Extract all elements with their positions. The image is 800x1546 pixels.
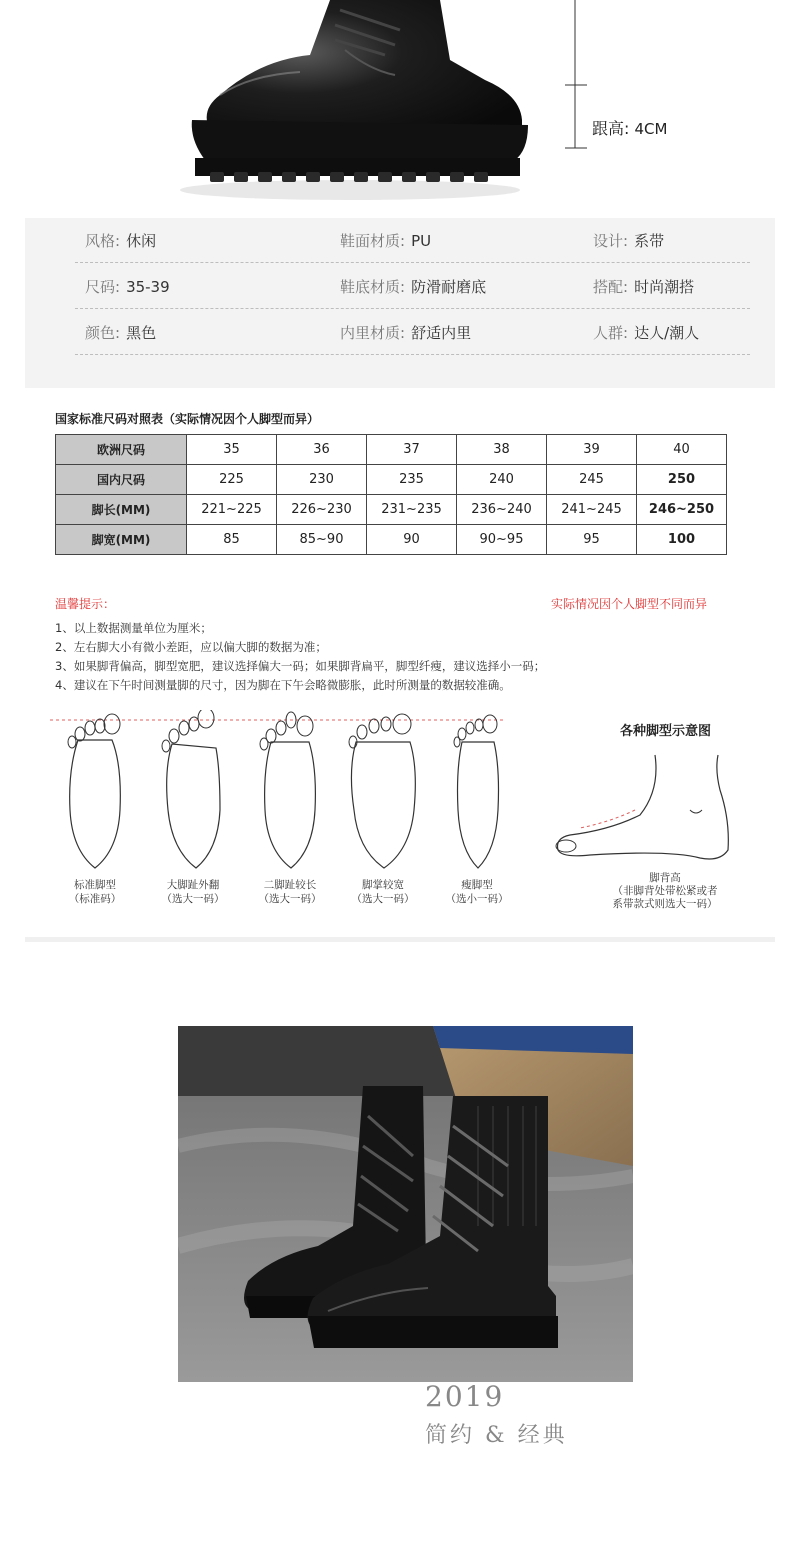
attribute-sole-material [340,276,486,297]
table-cell: 221~225 [187,495,277,525]
table-row-header: 脚宽(MM) [56,525,187,555]
attribute-value: 达人/潮人 [634,324,700,342]
table-cell: 36 [277,435,367,465]
table-cell: 39 [547,435,637,465]
attribute-key: 设计: [593,232,629,250]
attribute-value: 时尚潮搭 [634,278,695,296]
boots-photo-image [178,1026,633,1382]
table-row [56,465,727,495]
table-cell: 37 [367,435,457,465]
foot-bunion-icon [158,710,228,875]
attribute-key: 鞋面材质: [340,232,406,250]
foot-caption-bunion [148,878,238,906]
table-cell: 245 [547,465,637,495]
attribute-row [75,310,750,355]
attribute-matching [593,276,694,297]
attribute-row [75,218,750,263]
tip-line: 4、建议在下午时间测量脚的尺寸，因为脚在下午会略微膨胀，此时所测量的数据较准确。 [55,678,511,692]
collection-slogan: 简约 & 经典 [425,1423,568,1448]
tip-line: 2、左右脚大小有微小差距，应以偏大脚的数据为准； [55,640,327,654]
table-cell: 230 [277,465,367,495]
product-photo [178,1026,633,1382]
attribute-key: 搭配: [593,278,629,296]
attribute-lining-material [340,322,471,343]
tips-title: 温馨提示： [55,597,116,611]
table-cell: 226~230 [277,495,367,525]
heel-height-key: 跟高: [592,119,630,138]
table-cell: 90~95 [457,525,547,555]
foot-caption-advice: 系带款式则选大一码） [612,898,718,910]
table-row-header: 国内尺码 [56,465,187,495]
table-cell: 100 [637,525,727,555]
table-row-header: 脚长(MM) [56,495,187,525]
table-cell: 90 [367,525,457,555]
table-row [56,435,727,465]
attribute-key: 内里材质: [340,324,406,342]
attribute-row [75,264,750,309]
foot-caption-advice: （标准码） [68,893,122,905]
table-cell: 95 [547,525,637,555]
heel-height-value: 4CM [634,120,668,138]
foot-caption-advice: （选大一码） [351,893,415,905]
table-row [56,525,727,555]
foot-caption-name: 大脚趾外翻 [166,879,220,891]
table-cell: 225 [187,465,277,495]
product-attributes-panel [25,218,775,388]
attribute-style [85,230,156,251]
attribute-design [593,230,664,251]
attribute-value: 系带 [634,232,665,250]
foot-caption-name: 脚背高 [649,872,681,884]
table-cell: 38 [457,435,547,465]
table-row [56,495,727,525]
size-table-title: 国家标准尺码对照表（实际情况因个人脚型而异） [55,412,320,426]
foot-long-second-toe-icon [255,710,325,875]
attribute-upper-material [340,230,431,251]
high-instep-foot-icon [550,750,750,870]
heel-height-label [592,116,667,139]
foot-caption-standard [50,878,140,906]
foot-caption-advice: （选大一码） [258,893,322,905]
foot-types-diagram [50,710,750,930]
foot-caption-name: 脚掌较宽 [362,879,404,891]
attribute-value: 35-39 [126,278,170,296]
foot-caption-advice: （非脚背处带松紧或者 [612,885,718,897]
foot-slim-icon [442,710,512,875]
foot-caption-high-instep [575,872,755,911]
heel-height-ruler [565,0,595,150]
table-cell: 235 [367,465,457,495]
foot-caption-wide [338,878,428,906]
collection-year: 2019 [425,1380,505,1413]
attribute-key: 尺码: [85,278,121,296]
tips-right-note: 实际情况因个人脚型不同而异 [551,597,708,611]
table-cell: 85~90 [277,525,367,555]
foot-caption-name: 标准脚型 [74,879,116,891]
section-divider [25,937,775,942]
foot-caption-advice: （选小一码） [445,893,509,905]
table-cell: 85 [187,525,277,555]
boot-closeup-image [150,0,550,210]
foot-caption-name: 二脚趾较长 [263,879,317,891]
attribute-value: PU [411,232,432,250]
table-cell: 236~240 [457,495,547,525]
attribute-key: 颜色: [85,324,121,342]
attribute-color [85,322,156,343]
attribute-value: 舒适内里 [411,324,472,342]
attribute-value: 防滑耐磨底 [411,278,487,296]
attribute-value: 黑色 [126,324,157,342]
foot-caption-second-toe [245,878,335,906]
attribute-size [85,276,170,297]
size-chart-table [55,434,727,555]
table-cell: 250 [637,465,727,495]
foot-caption-advice: （选大一码） [161,893,225,905]
hero-boot-section [0,0,800,210]
foot-caption-slim [432,878,522,906]
table-row-header: 欧洲尺码 [56,435,187,465]
table-cell: 40 [637,435,727,465]
foot-standard-icon [60,710,130,875]
tip-line: 3、如果脚背偏高，脚型宽肥，建议选择偏大一码；如果脚背扁平，脚型纤瘦，建议选择小一码； [55,659,546,673]
foot-wide-icon [348,710,418,875]
table-cell: 35 [187,435,277,465]
attribute-key: 鞋底材质: [340,278,406,296]
foot-types-title: 各种脚型示意图 [620,724,712,739]
foot-caption-name: 瘦脚型 [461,879,493,891]
table-cell: 246~250 [637,495,727,525]
attribute-value: 休闲 [126,232,157,250]
attribute-key: 风格: [85,232,121,250]
table-cell: 231~235 [367,495,457,525]
attribute-key: 人群: [593,324,629,342]
attribute-audience [593,322,699,343]
table-cell: 241~245 [547,495,637,525]
tip-line: 1、以上数据测量单位为厘米； [55,621,212,635]
table-cell: 240 [457,465,547,495]
